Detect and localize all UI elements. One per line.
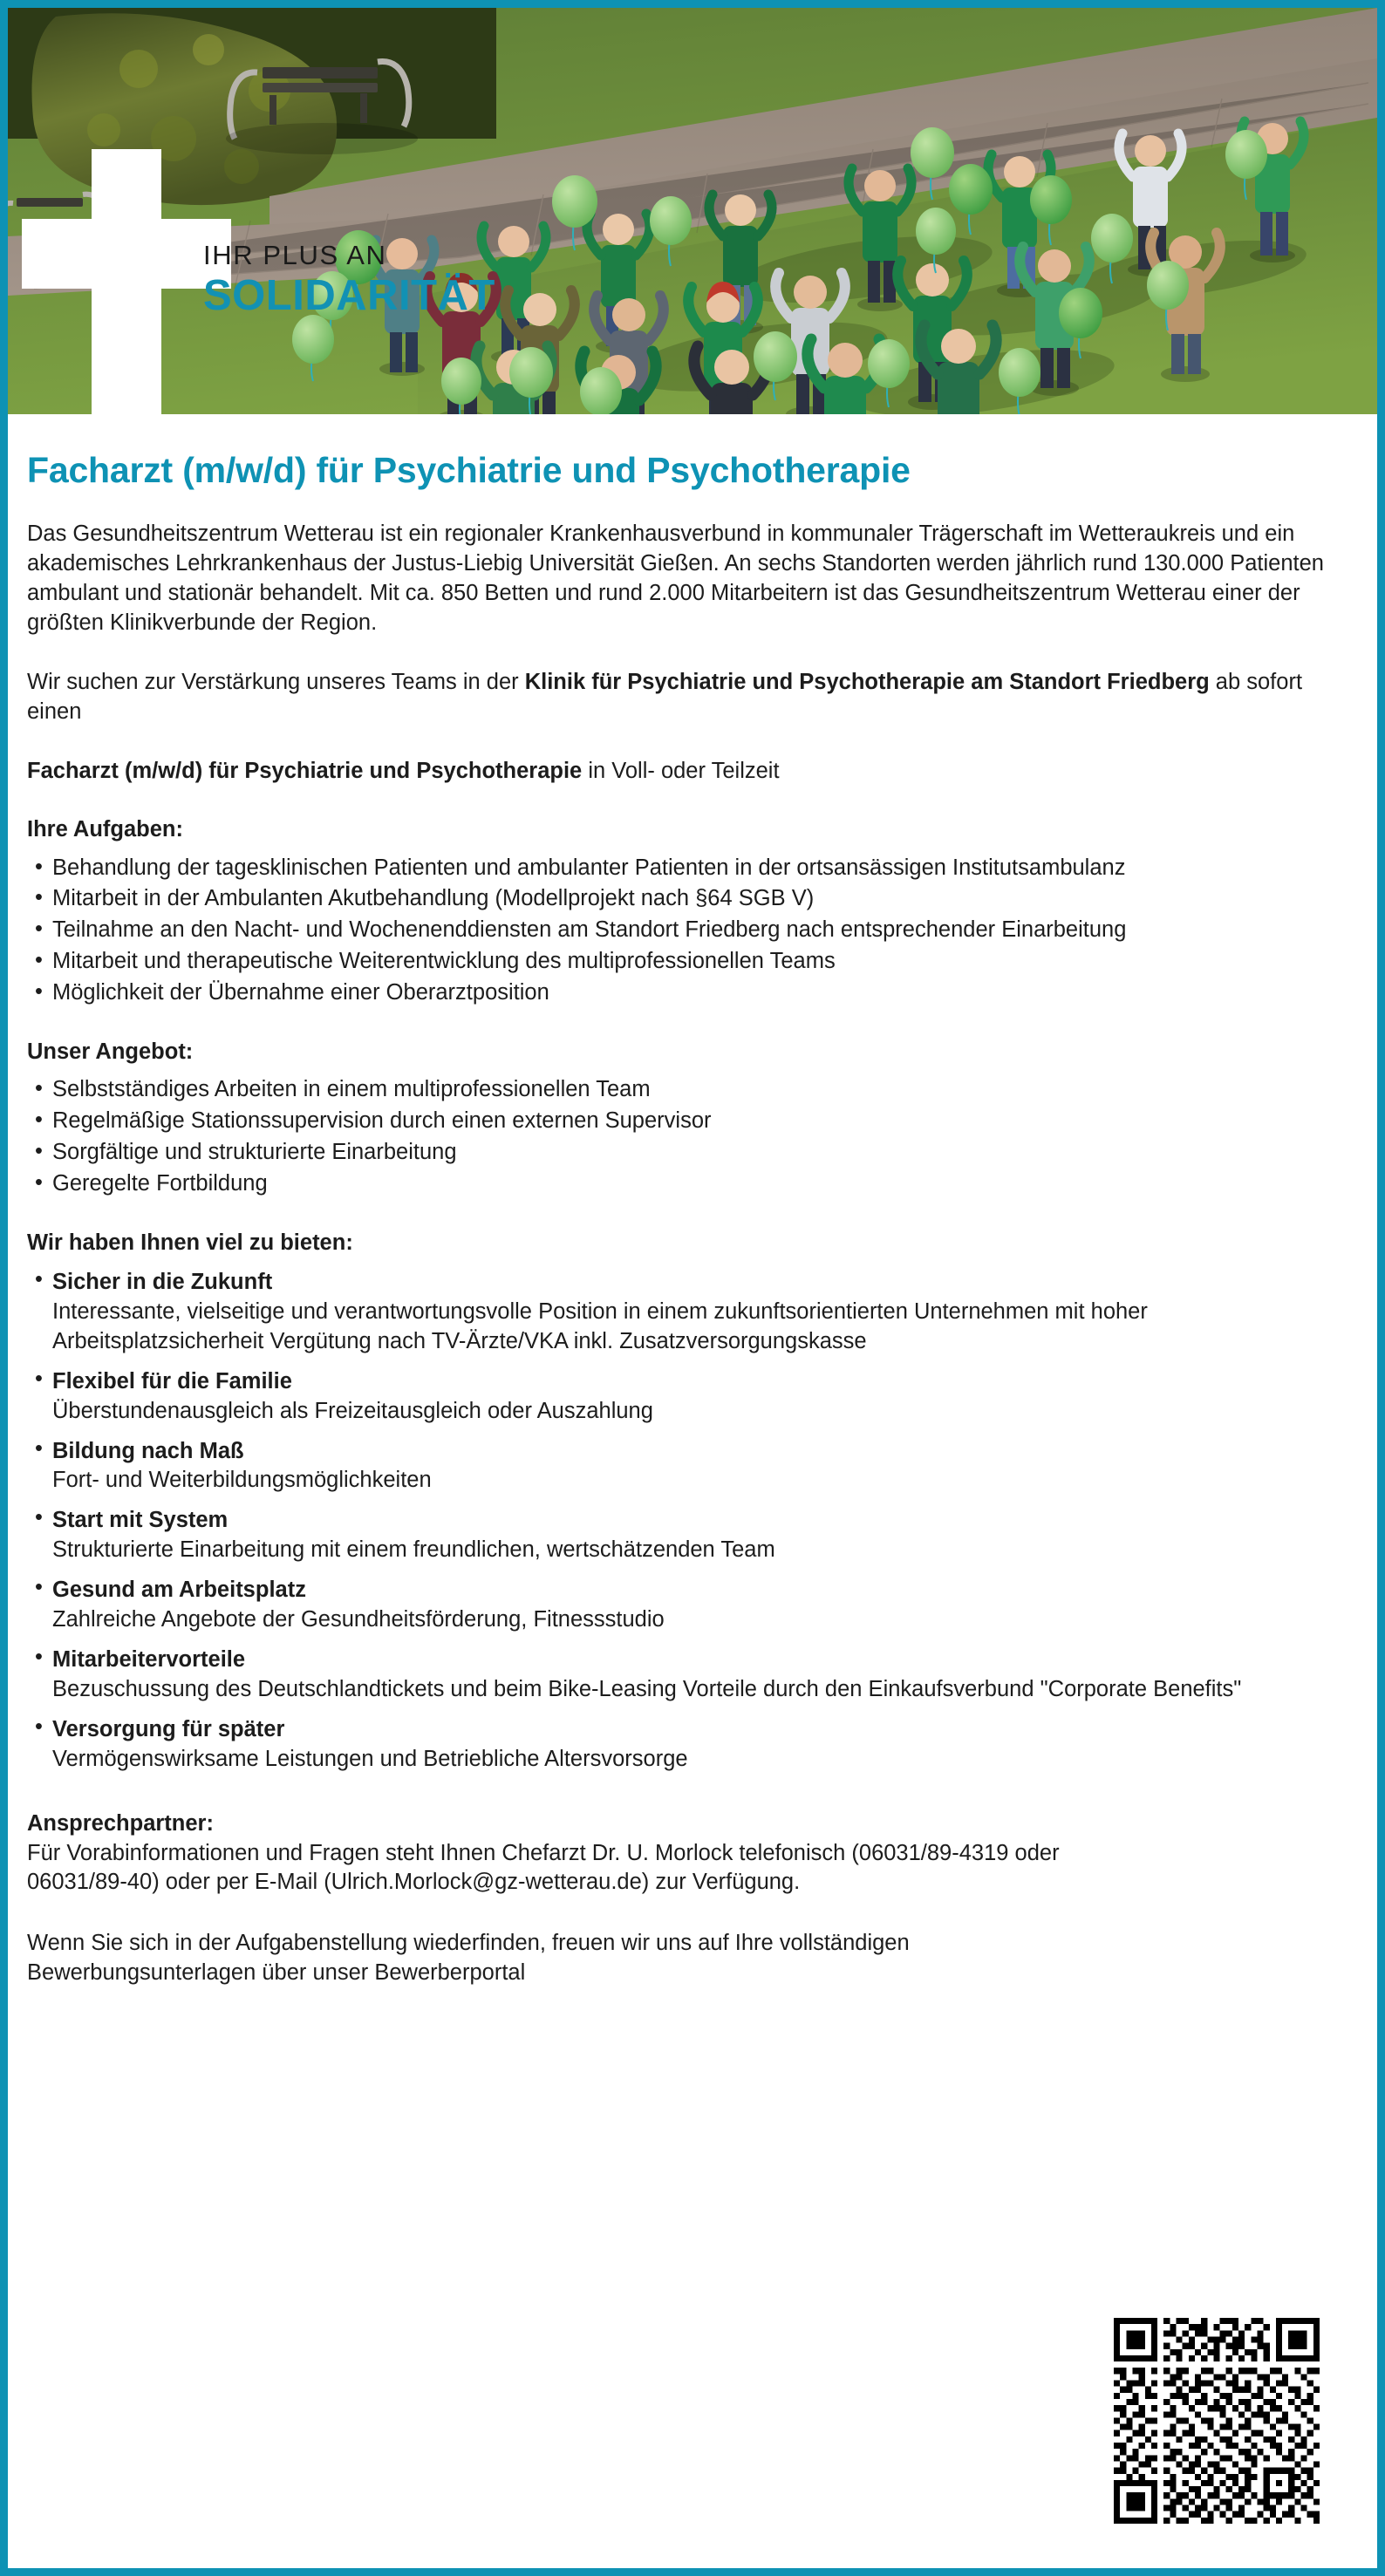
position-paragraph <box>27 757 1358 787</box>
benefit-title: • Flexibel für die Familie <box>52 1368 292 1394</box>
hero-caption <box>203 242 495 317</box>
benefit-description: Vermögenswirksame Leistungen und Betriebliche Altersvorsorge <box>52 1746 688 1771</box>
benefit-description: Strukturierte Einarbeitung mit einem freundlichen, wertschätzenden Team <box>52 1537 775 1563</box>
list-item: • Möglichkeit der Übernahme einer Oberarztposition <box>27 978 1358 1008</box>
list-item: • Selbstständiges Arbeiten in einem multiprofessionellen Team <box>27 1075 1358 1105</box>
list-item <box>27 1576 1358 1635</box>
list-item: • Behandlung der tagesklinischen Patienten und ambulanter Patienten in der ortsansässigen Institutsambulanz <box>27 854 1358 883</box>
list-item: • Regelmäßige Stationssupervision durch einen externen Supervisor <box>27 1107 1358 1136</box>
benefit-title: • Versorgung für später <box>52 1716 285 1741</box>
hero-illustration <box>8 8 1377 414</box>
job-content <box>8 451 1377 1988</box>
list-item <box>27 1268 1358 1357</box>
closing-paragraph: Wenn Sie sich in der Aufgabenstellung wiederfinden, freuen wir uns auf Ihre vollständigen Bewerbungsunterlagen über unser Bewerberportal <box>27 1931 910 1986</box>
contact-line-2: 06031/89-40) oder per E-Mail (Ulrich.Morlock@gz-wetterau.de) zur Verfügung. <box>27 1870 801 1895</box>
benefit-description: Interessante, vielseitige und verantwortungsvolle Position in einem zukunftsorientierten Unternehmen mit hoher Arbeitsplatzsicherheit Vergütung nach TV-Ärzte/VKA inkl. Zusatzversorgungskasse <box>52 1298 1148 1353</box>
benefit-title: • Bildung nach Maß <box>52 1438 244 1463</box>
benefits-list <box>27 1268 1358 1775</box>
list-item: • Mitarbeit in der Ambulanten Akutbehandlung (Modellprojekt nach §64 SGB V) <box>27 884 1358 914</box>
search-clinic-bold: Klinik für Psychiatrie und Psychotherapie am Standort Friedberg <box>524 669 1210 694</box>
benefit-title: • Mitarbeitervorteile <box>52 1646 246 1672</box>
list-item <box>27 1646 1358 1705</box>
tasks-list <box>27 854 1358 1009</box>
search-prefix-text: Wir suchen zur Verstärkung unseres Teams in der <box>27 669 525 694</box>
list-item: • Sorgfältige und strukturierte Einarbeitung <box>27 1138 1358 1168</box>
company-intro-paragraph: Das Gesundheitszentrum Wetterau ist ein regionaler Krankenhausverbund in kommunaler Trägerschaft im Wetteraukreis und ein akademisches Lehrkrankenhaus der Justus-Liebig Universität Gießen. An sechs Standorten werden jährlich rund 130.000 Patienten ambulant und stationär behandelt. Mit ca. 850 Betten und rund 2.000 Mitarbeitern ist das Gesundheitszentrum Wetterau einer der größten Klinikverbunde der Region. <box>27 521 1324 635</box>
list-item: • Teilnahme an den Nacht- und Wochenenddiensten am Standort Friedberg nach entsprechender Einarbeitung <box>27 916 1358 945</box>
benefit-title: • Start mit System <box>52 1508 229 1533</box>
position-title-bold: Facharzt (m/w/d) für Psychiatrie und Psychotherapie <box>27 758 583 783</box>
benefit-description: Überstundenausgleich als Freizeitausgleich oder Auszahlung <box>52 1398 653 1423</box>
search-paragraph <box>27 668 1358 727</box>
page-title: Facharzt (m/w/d) für Psychiatrie und Psychotherapie <box>27 450 911 490</box>
section-heading-benefits: Wir haben Ihnen viel zu bieten: <box>27 1230 353 1255</box>
list-item: • Mitarbeit und therapeutische Weiterentwicklung des multiprofessionellen Teams <box>27 947 1358 977</box>
qr-code-graphic <box>1114 2312 1320 2530</box>
hero-brand-title: SOLIDARITÄT <box>203 272 495 319</box>
list-item <box>27 1715 1358 1775</box>
list-item <box>27 1437 1358 1496</box>
contact-line-1: Für Vorabinformationen und Fragen steht Ihnen Chefarzt Dr. U. Morlock telefonisch (06031/89-4319 oder <box>27 1840 1060 1865</box>
contact-section <box>27 1809 1358 1898</box>
benefit-description: Bezuschussung des Deutschlandtickets und beim Bike-Leasing Vorteile durch den Einkaufsverbund "Corporate Benefits" <box>52 1676 1242 1701</box>
list-item: • Geregelte Fortbildung <box>27 1169 1358 1199</box>
list-item <box>27 1506 1358 1565</box>
list-item <box>27 1367 1358 1427</box>
offer-list <box>27 1075 1358 1199</box>
hero-kicker: IHR PLUS AN <box>203 240 387 270</box>
benefit-description: Fort- und Weiterbildungsmöglichkeiten <box>52 1468 432 1493</box>
benefit-title: • Sicher in die Zukunft <box>52 1270 273 1295</box>
hero-photo <box>8 8 1377 414</box>
benefit-description: Zahlreiche Angebote der Gesundheitsförderung, Fitnessstudio <box>52 1607 665 1632</box>
contact-label: Ansprechpartner: <box>27 1810 214 1836</box>
benefit-title: • Gesund am Arbeitsplatz <box>52 1578 306 1603</box>
position-type-text: in Voll- oder Teilzeit <box>582 758 780 783</box>
section-heading-offer: Unser Angebot: <box>27 1039 194 1065</box>
search-suffix-text: ab sofort einen <box>27 669 1303 724</box>
qr-code-icon[interactable] <box>1114 2312 1320 2530</box>
section-heading-tasks: Ihre Aufgaben: <box>27 817 183 842</box>
